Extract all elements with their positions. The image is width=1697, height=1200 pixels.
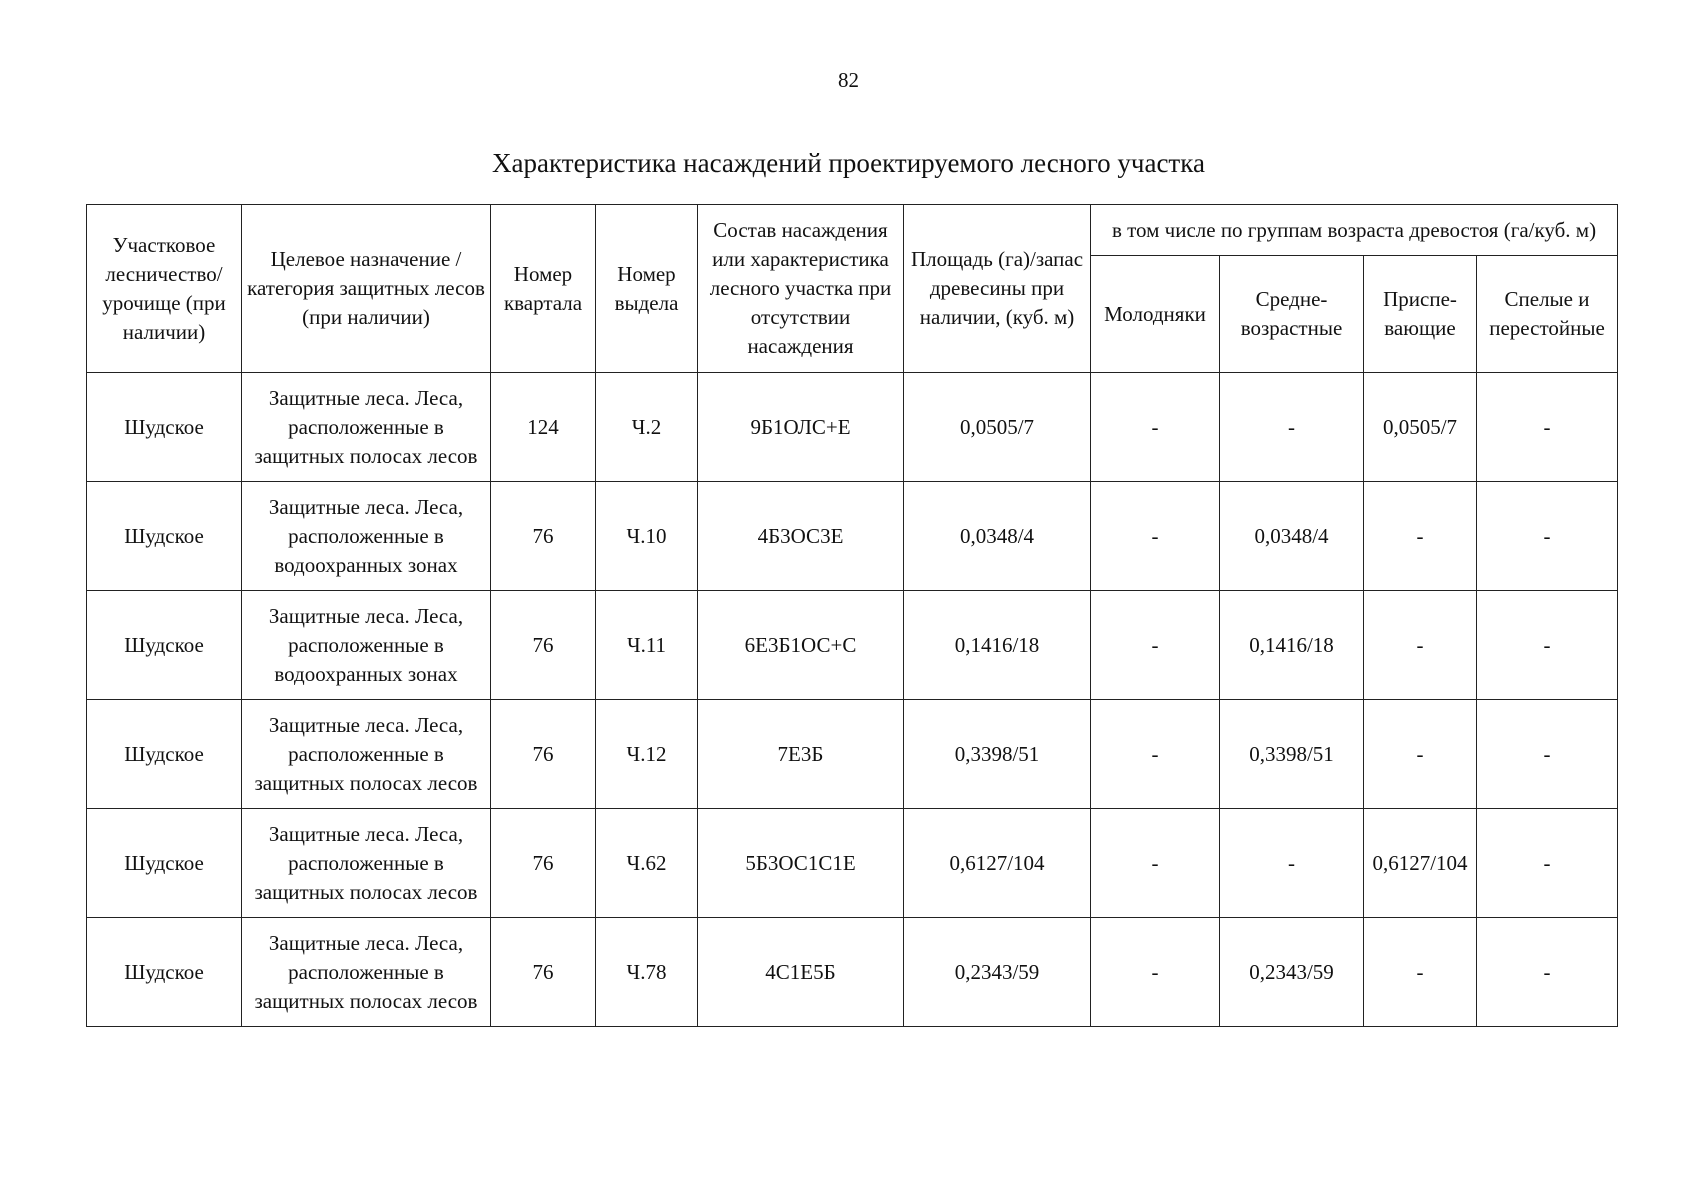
cell-premature: 0,0505/7: [1364, 373, 1477, 482]
cell-premature: -: [1364, 918, 1477, 1027]
plantation-table: [86, 204, 1618, 1027]
table-row: [87, 591, 1618, 700]
cell-quarter: 76: [491, 700, 596, 809]
cell-section: Ч.11: [596, 591, 698, 700]
cell-premature: -: [1364, 591, 1477, 700]
cell-young: -: [1091, 373, 1220, 482]
cell-middle: -: [1220, 809, 1364, 918]
header-mature: Спелые и перестойные: [1477, 256, 1618, 373]
cell-section: Ч.10: [596, 482, 698, 591]
table-row: [87, 918, 1618, 1027]
header-forestry: Участковое лесничество/ урочище (при наличии): [87, 205, 242, 373]
cell-forestry: Шудское: [87, 809, 242, 918]
header-middle: Средне-возрастные: [1220, 256, 1364, 373]
cell-composition: 9Б1ОЛС+Е: [698, 373, 904, 482]
cell-area: 0,1416/18: [904, 591, 1091, 700]
cell-purpose: Защитные леса. Леса, расположенные в защитных полосах лесов: [242, 918, 491, 1027]
cell-premature: -: [1364, 700, 1477, 809]
cell-mature: -: [1477, 700, 1618, 809]
cell-composition: 7Е3Б: [698, 700, 904, 809]
cell-middle: 0,1416/18: [1220, 591, 1364, 700]
cell-composition: 4С1Е5Б: [698, 918, 904, 1027]
header-young: Молодняки: [1091, 256, 1220, 373]
cell-premature: 0,6127/104: [1364, 809, 1477, 918]
cell-middle: 0,2343/59: [1220, 918, 1364, 1027]
cell-forestry: Шудское: [87, 918, 242, 1027]
cell-mature: -: [1477, 482, 1618, 591]
cell-purpose: Защитные леса. Леса, расположенные в защитных полосах лесов: [242, 700, 491, 809]
cell-middle: -: [1220, 373, 1364, 482]
header-area: Площадь (га)/запас древесины при наличии, (куб. м): [904, 205, 1091, 373]
cell-section: Ч.2: [596, 373, 698, 482]
cell-purpose: Защитные леса. Леса, расположенные в защитных полосах лесов: [242, 809, 491, 918]
cell-forestry: Шудское: [87, 591, 242, 700]
cell-area: 0,3398/51: [904, 700, 1091, 809]
cell-forestry: Шудское: [87, 700, 242, 809]
cell-quarter: 76: [491, 809, 596, 918]
cell-young: -: [1091, 482, 1220, 591]
table-row: [87, 700, 1618, 809]
cell-mature: -: [1477, 809, 1618, 918]
cell-mature: -: [1477, 918, 1618, 1027]
cell-quarter: 76: [491, 918, 596, 1027]
cell-young: -: [1091, 809, 1220, 918]
cell-area: 0,6127/104: [904, 809, 1091, 918]
cell-quarter: 76: [491, 482, 596, 591]
table-row: [87, 809, 1618, 918]
cell-purpose: Защитные леса. Леса, расположенные в защитных полосах лесов: [242, 373, 491, 482]
cell-area: 0,2343/59: [904, 918, 1091, 1027]
cell-quarter: 124: [491, 373, 596, 482]
cell-section: Ч.12: [596, 700, 698, 809]
header-quarter: Номер квартала: [491, 205, 596, 373]
cell-mature: -: [1477, 373, 1618, 482]
cell-composition: 5Б3ОС1С1Е: [698, 809, 904, 918]
cell-section: Ч.78: [596, 918, 698, 1027]
header-age-groups: в том числе по группам возраста древостоя (га/куб. м): [1091, 205, 1618, 256]
header-composition: Состав насаждения или характеристика лесного участка при отсутствии насаждения: [698, 205, 904, 373]
cell-area: 0,0505/7: [904, 373, 1091, 482]
cell-forestry: Шудское: [87, 482, 242, 591]
page-number: 82: [838, 68, 859, 92]
cell-quarter: 76: [491, 591, 596, 700]
header-section: Номер выдела: [596, 205, 698, 373]
cell-purpose: Защитные леса. Леса, расположенные в водоохранных зонах: [242, 591, 491, 700]
cell-purpose: Защитные леса. Леса, расположенные в водоохранных зонах: [242, 482, 491, 591]
cell-composition: 4Б3ОС3Е: [698, 482, 904, 591]
cell-area: 0,0348/4: [904, 482, 1091, 591]
table-body: [87, 373, 1618, 1027]
cell-middle: 0,0348/4: [1220, 482, 1364, 591]
table-row: [87, 373, 1618, 482]
header-premature: Приспе-вающие: [1364, 256, 1477, 373]
cell-forestry: Шудское: [87, 373, 242, 482]
cell-section: Ч.62: [596, 809, 698, 918]
cell-middle: 0,3398/51: [1220, 700, 1364, 809]
cell-mature: -: [1477, 591, 1618, 700]
page-title: Характеристика насаждений проектируемого лесного участка: [492, 148, 1205, 178]
header-purpose: Целевое назначение / категория защитных лесов (при наличии): [242, 205, 491, 373]
cell-young: -: [1091, 918, 1220, 1027]
header-row: [87, 205, 1618, 256]
cell-young: -: [1091, 591, 1220, 700]
table-row: [87, 482, 1618, 591]
cell-young: -: [1091, 700, 1220, 809]
cell-composition: 6Е3Б1ОС+С: [698, 591, 904, 700]
cell-premature: -: [1364, 482, 1477, 591]
